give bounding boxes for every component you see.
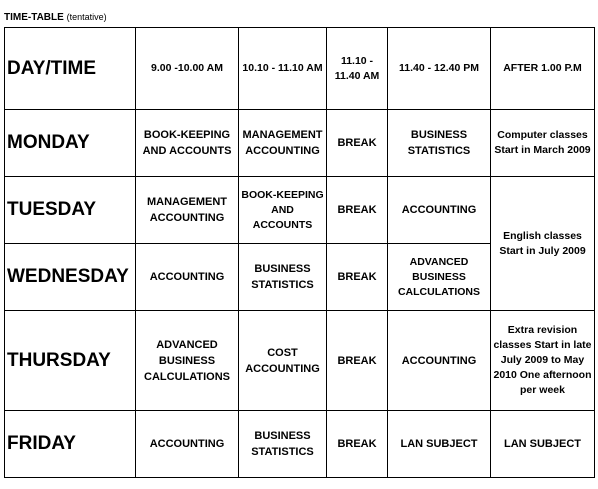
page-heading [4,11,107,24]
page-title-note: (tentative) [66,12,107,22]
header-day-time: DAY/TIME [5,28,136,110]
table-row-tuesday [5,177,595,244]
header-slot-4: 11.40 - 12.40 PM [388,28,491,110]
tuesday-slot-1: MANAGEMENT ACCOUNTING [136,177,239,244]
header-slot-1: 9.00 -10.00 AM [136,28,239,110]
wednesday-slot-4: ADVANCED BUSINESS CALCULATIONS [388,244,491,311]
monday-slot-5: Computer classes Start in March 2009 [491,110,595,177]
tuesday-slot-2: BOOK-KEEPING AND ACCOUNTS [239,177,327,244]
thursday-slot-1: ADVANCED BUSINESS CALCULATIONS [136,311,239,411]
table-row-monday [5,110,595,177]
header-slot-5: AFTER 1.00 P.M [491,28,595,110]
monday-slot-2: MANAGEMENT ACCOUNTING [239,110,327,177]
table-row-thursday [5,311,595,411]
day-thursday: THURSDAY [5,311,136,411]
friday-slot-5: LAN SUBJECT [491,411,595,478]
page-title: TIME-TABLE [4,12,64,23]
tuesday-wednesday-slot-5: English classes Start in July 2009 [491,177,595,311]
day-wednesday: WEDNESDAY [5,244,136,311]
thursday-slot-5: Extra revision classes Start in late July 2009 to May 2010 One afternoon per week [491,311,595,411]
friday-slot-3: BREAK [327,411,388,478]
table-row-header [5,28,595,110]
wednesday-slot-1: ACCOUNTING [136,244,239,311]
monday-slot-4: BUSINESS STATISTICS [388,110,491,177]
day-monday: MONDAY [5,110,136,177]
header-slot-2: 10.10 - 11.10 AM [239,28,327,110]
monday-slot-1: BOOK-KEEPING AND ACCOUNTS [136,110,239,177]
friday-slot-2: BUSINESS STATISTICS [239,411,327,478]
tuesday-slot-4: ACCOUNTING [388,177,491,244]
friday-slot-4: LAN SUBJECT [388,411,491,478]
wednesday-slot-3: BREAK [327,244,388,311]
header-slot-3: 11.10 - 11.40 AM [327,28,388,110]
tuesday-slot-3: BREAK [327,177,388,244]
day-friday: FRIDAY [5,411,136,478]
day-tuesday: TUESDAY [5,177,136,244]
timetable [4,27,595,478]
friday-slot-1: ACCOUNTING [136,411,239,478]
thursday-slot-3: BREAK [327,311,388,411]
thursday-slot-2: COST ACCOUNTING [239,311,327,411]
wednesday-slot-2: BUSINESS STATISTICS [239,244,327,311]
table-row-friday [5,411,595,478]
thursday-slot-4: ACCOUNTING [388,311,491,411]
monday-slot-3: BREAK [327,110,388,177]
